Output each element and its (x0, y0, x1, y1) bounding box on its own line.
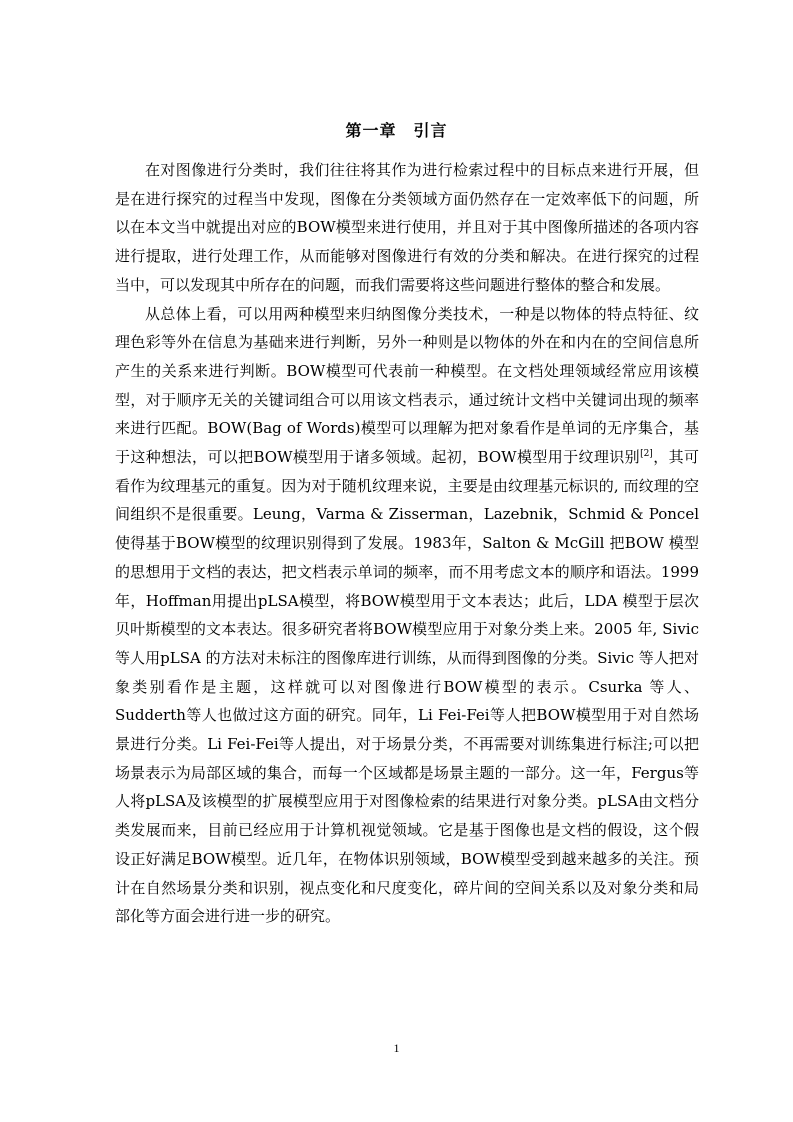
paragraph-2-text-after-citation: ，其可看作为纹理基元的重复。因为对于随机纹理来说，主要是由纹理基元标识的, 而纹理的空间组织不是很重要。Leung，Varma & Zisserman，Lazebnik，Schmid & Poncel 使得基于BOW模型的纹理识别得到了发展。1983年，Salton & McGill 把BOW 模型的思想用于文档的表达，把文档表示单词的频率，而不用考虑文本的顺序和语法。1999 年，Hoffman用提出pLSA模型，将BOW模型用于文本表达；此后，LDA 模型于层次贝叶斯模型的文本表达。很多研究者将BOW模型应用于对象分类上来。2005 年, Sivic 等人用pLSA 的方法对未标注的图像库进行训练，从而得到图像的分类。Sivic 等人把对象类别看作是主题，这样就可以对图像进行BOW模型的表示。Csurka 等人、Sudderth等人也做过这方面的研究。同年，Li Fei-Fei等人把BOW模型用于对自然场景进行分类。Li Fei-Fei等人提出，对于场景分类，不再需要对训练集进行标注;可以把场景表示为局部区域的集合，而每一个区域都是场景主题的一部分。这一年，Fergus等人将pLSA及该模型的扩展模型应用于对图像检索的结果进行对象分类。pLSA由文档分类发展而来，目前已经应用于计算机视觉领域。它是基于图像也是文档的假设，这个假设正好满足BOW模型。近几年，在物体识别领域，BOW模型受到越来越多的关注。预计在自然场景分类和识别，视点变化和尺度变化，碎片间的空间关系以及对象分类和局部化等方面会进行进一步的研究。 (115, 448, 699, 926)
body-text (115, 156, 699, 931)
chapter-title: 第一章 引言 (345, 121, 448, 140)
paragraph-2-text-before-citation: 从总体上看，可以用两种模型来归纳图像分类技术，一种是以物体的特点特征、纹理色彩等外在信息为基础来进行判断，另外一种则是以物体的外在和内在的空间信息所产生的关系来进行判断。BOW模型可代表前一种模型。在文档处理领域经常应用该模型，对于顺序无关的关键词组合可以用该文档表示，通过统计文档中关键词出现的频率来进行匹配。BOW(Bag of Words)模型可以理解为把对象看作是单词的无序集合，基于这种想法，可以把BOW模型用于诸多领域。起初，BOW模型用于纹理识别 (115, 304, 699, 467)
paragraph-1: 在对图像进行分类时，我们往往将其作为进行检索过程中的目标点来进行开展，但是在进行探究的过程当中发现，图像在分类领域方面仍然存在一定效率低下的问题，所以在本文当中就提出对应的BOW模型来进行使用，并且对于其中图像所描述的各项内容进行提取，进行处理工作，从而能够对图像进行有效的分类和解决。在进行探究的过程当中，可以发现其中所存在的问题，而我们需要将这些问题进行整体的整合和发展。 (115, 161, 699, 294)
page-number: 1 (393, 1041, 400, 1055)
paragraph-2 (115, 300, 699, 931)
citation-reference: [2] (640, 449, 653, 460)
